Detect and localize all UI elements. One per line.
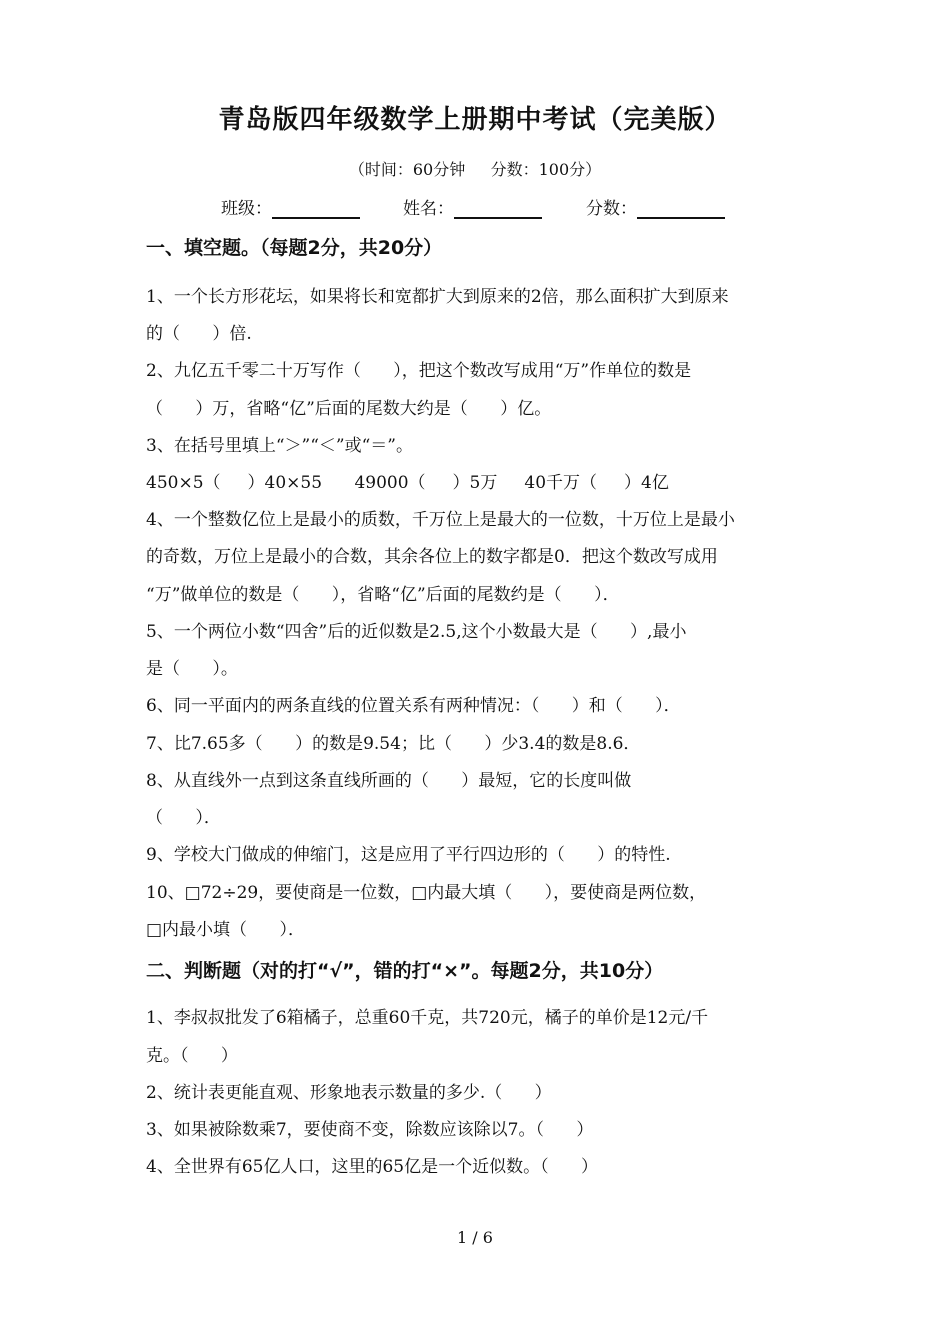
score-blank[interactable] [637, 199, 725, 219]
question-line: 4、一个整数亿位上是最小的质数，千万位上是最大的一位数，十万位上是最小 [146, 510, 735, 530]
question-line: （ ）万，省略“亿”后面的尾数大约是（ ）亿。 [146, 399, 552, 419]
question-line: 1、一个长方形花坛，如果将长和宽都扩大到原来的2倍，那么面积扩大到原来 [146, 287, 729, 307]
question-line: 9、学校大门做成的伸缩门，这是应用了平行四边形的（ ）的特性. [146, 845, 671, 865]
name-label: 姓名： [403, 199, 454, 219]
question-line: 的奇数，万位上是最小的合数，其余各位上的数字都是0．把这个数改写成用 [146, 547, 718, 567]
question-line: 10、□72÷29，要使商是一位数，□内最大填（ ），要使商是两位数， [146, 883, 707, 903]
question-line: 1、李叔叔批发了6箱橘子，总重60千克，共720元，橘子的单价是12元/千 [146, 1008, 709, 1028]
page-title: 青岛版四年级数学上册期中考试（完美版） [218, 105, 732, 135]
question-line: 是（ ）。 [146, 659, 238, 679]
question-line: 3、如果被除数乘7，要使商不变，除数应该除以7。（ ） [146, 1120, 594, 1140]
question-line: □内最小填（ ）． [146, 920, 305, 940]
score-label: 分数： [586, 199, 637, 219]
question-line: 6、同一平面内的两条直线的位置关系有两种情况：（ ）和（ ）． [146, 696, 681, 716]
name-blank[interactable] [454, 199, 542, 219]
name-field [403, 194, 542, 219]
section-1-heading: 一、填空题。（每题2分，共20分） [146, 237, 443, 259]
question-line: 8、从直线外一点到这条直线所画的（ ）最短，它的长度叫做 [146, 771, 632, 791]
question-line: 4、全世界有65亿人口，这里的65亿是一个近似数。（ ） [146, 1157, 599, 1177]
class-blank[interactable] [272, 199, 360, 219]
class-label: 班级： [221, 199, 272, 219]
class-field [221, 194, 360, 219]
exam-time-score: （时间：60分钟 分数：100分） [348, 160, 602, 179]
question-line: 450×5（ ）40×55 49000（ ）5万 40千万（ ）4亿 [146, 473, 669, 493]
question-line: 5、一个两位小数“四舍”后的近似数是2.5,这个小数最大是（ ）,最小 [146, 622, 687, 642]
score-field [586, 194, 725, 219]
question-line: 7、比7.65多（ ）的数是9.54；比（ ）少3.4的数是8.6． [146, 734, 641, 754]
question-line: 克。（ ） [146, 1046, 238, 1066]
question-line: （ ）． [146, 808, 221, 828]
question-line: 的（ ）倍. [146, 324, 252, 344]
question-line: 2、统计表更能直观、形象地表示数量的多少.（ ） [146, 1083, 552, 1103]
page-number: 1 / 6 [457, 1228, 493, 1247]
question-line: 2、九亿五千零二十万写作（ ），把这个数改写成用“万”作单位的数是 [146, 361, 692, 381]
section-2-heading: 二、判断题（对的打“√”，错的打“×”。每题2分，共10分） [146, 960, 664, 982]
question-line: “万”做单位的数是（ ），省略“亿”后面的尾数约是（ ）． [146, 585, 620, 605]
question-line: 3、在括号里填上“＞”“＜”或“＝”。 [146, 436, 413, 456]
